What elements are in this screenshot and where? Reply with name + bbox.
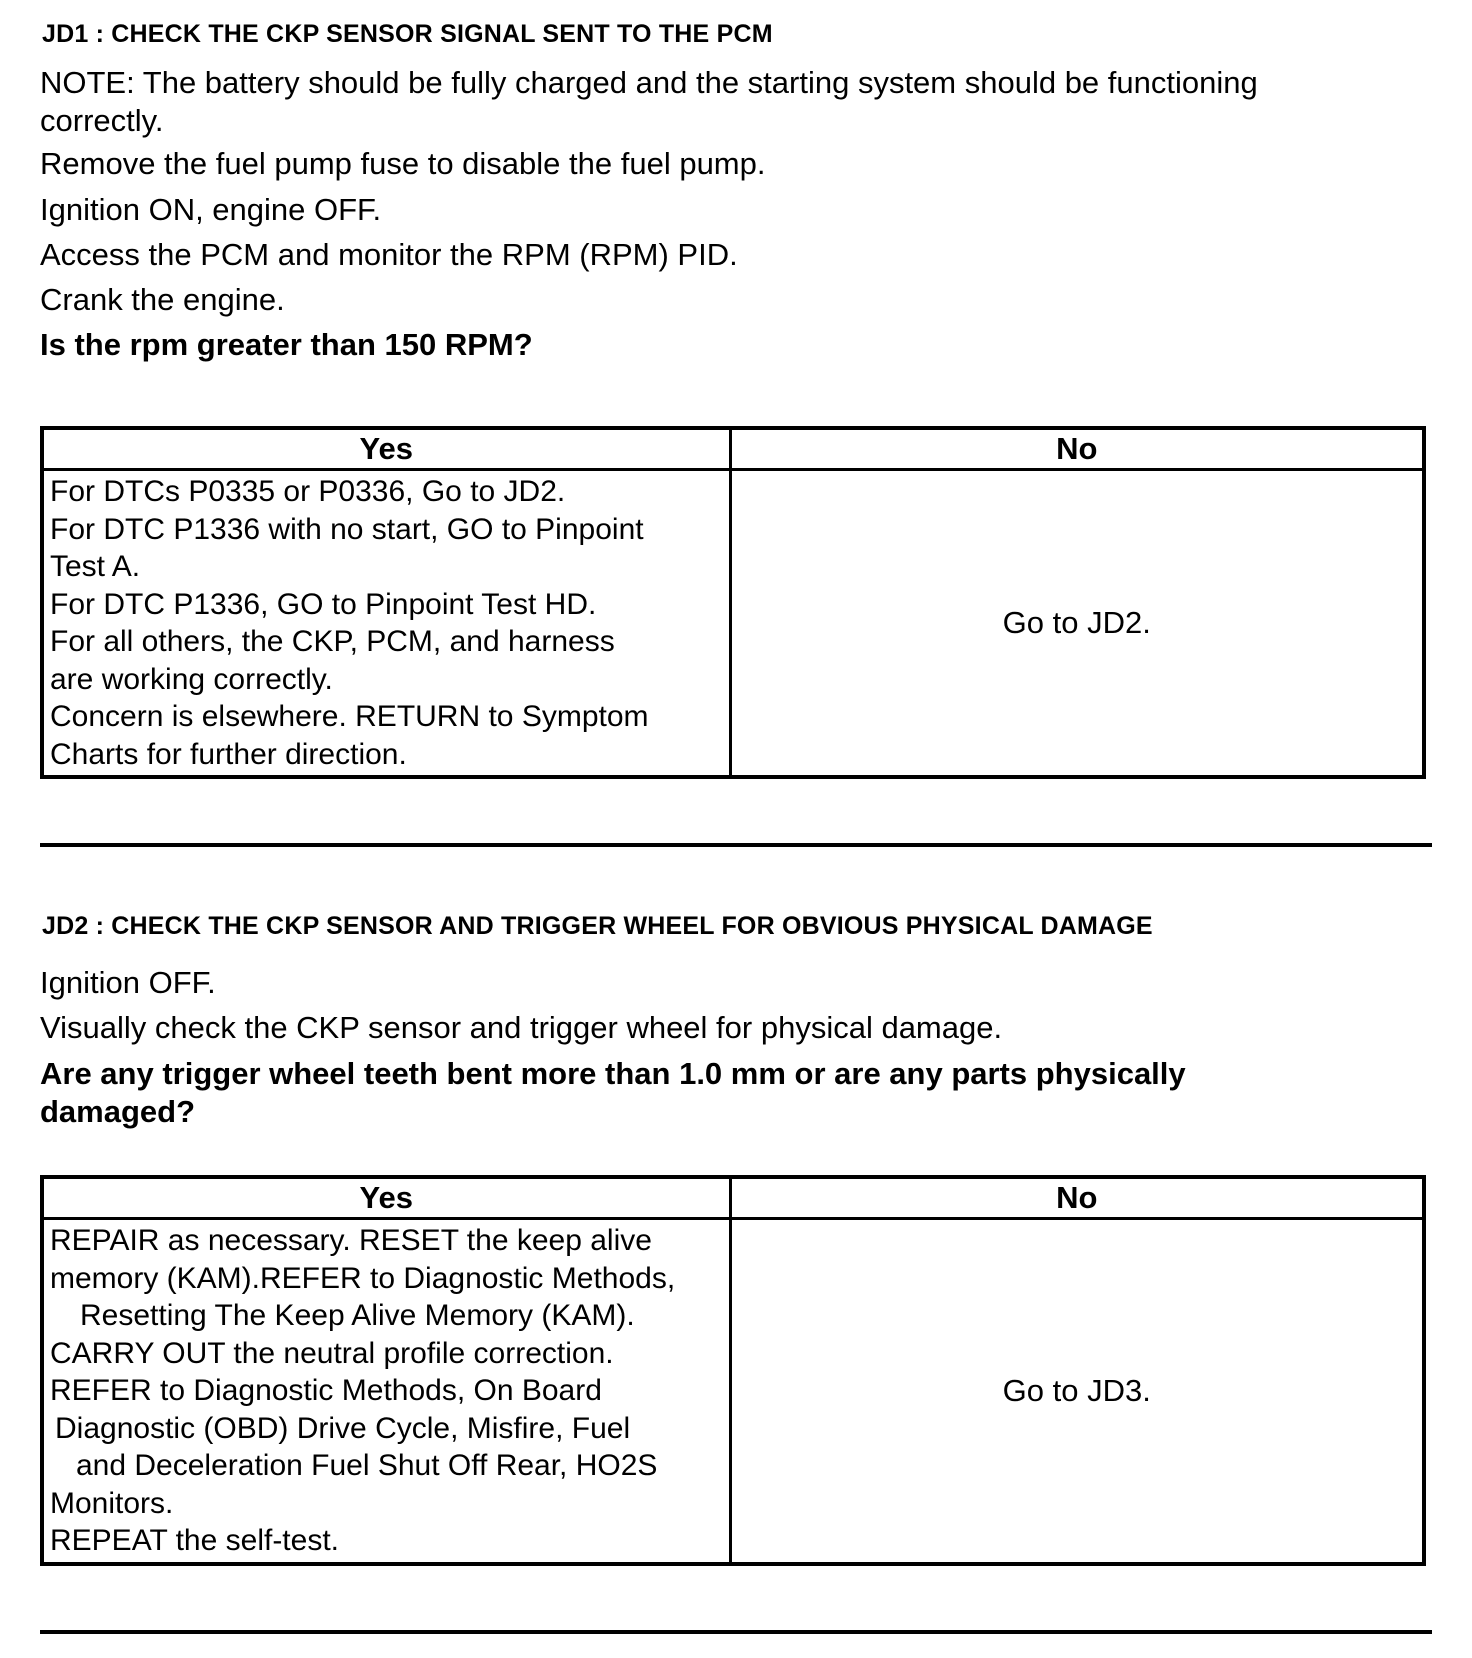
jd2-title: JD2 : CHECK THE CKP SENSOR AND TRIGGER WHEEL FOR OBVIOUS PHYSICAL DAMAGE [42,912,1153,940]
jd2-table-body-row [42,1219,1424,1564]
jd2-question: Are any trigger wheel teeth bent more than 1.0 mm or are any parts physically damaged? [40,1056,1186,1129]
jd1-table-body-row [42,470,1424,778]
jd2-no-text: Go to JD3. [1002,1372,1151,1408]
jd2-no-cell [730,1219,1424,1564]
jd1-yes-header: Yes [42,428,730,470]
jd1-note: NOTE: The battery should be fully charged and the starting system should be functioning correctly. [40,65,1258,138]
jd1-instruction-pcm: Access the PCM and monitor the RPM (RPM) PID. [40,237,738,272]
jd2-instruction-ignition: Ignition OFF. [40,965,216,1000]
jd2-yes-line: Monitors. [50,1486,174,1520]
jd2-yes-line: REFER to Diagnostic Methods, On Board [50,1374,602,1407]
jd1-yes-line: Concern is elsewhere. RETURN to Symptom [50,700,649,733]
jd2-yes-line: CARRY OUT the neutral profile correction. [50,1336,614,1370]
jd2-yes-header: Yes [42,1177,730,1219]
jd1-question: Is the rpm greater than 150 RPM? [40,327,533,362]
jd1-yes-line: For all others, the CKP, PCM, and harness [50,625,615,658]
jd1-yes-line: Test A. [50,550,141,583]
jd2-yes-line: Resetting The Keep Alive Memory (KAM). [80,1299,635,1332]
jd1-yes-line: For DTCs P0335 or P0336, Go to JD2. [50,475,566,508]
jd2-yes-line: memory (KAM).REFER to Diagnostic Methods, [50,1261,676,1295]
jd2-instruction-visual: Visually check the CKP sensor and trigger wheel for physical damage. [40,1010,1003,1045]
jd2-yes-line: Diagnostic (OBD) Drive Cycle, Misfire, Fuel [55,1411,631,1445]
jd1-yes-line: For DTC P1336, GO to Pinpoint Test HD. [50,587,597,621]
jd2-yes-line: and Deceleration Fuel Shut Off Rear, HO2S [76,1449,658,1482]
jd1-yes-line: For DTC P1336 with no start, GO to Pinpoint [50,512,644,546]
jd2-yes-cell [42,1219,730,1564]
jd2-yes-line: REPEAT the self-test. [50,1524,339,1557]
jd1-instruction-fuse: Remove the fuel pump fuse to disable the fuel pump. [40,146,766,181]
jd1-table-header-row [42,428,1424,470]
jd2-yes-line: REPAIR as necessary. RESET the keep alive [50,1224,652,1257]
jd1-no-header: No [730,428,1424,470]
jd1-instruction-crank: Crank the engine. [40,282,285,317]
jd1-instruction-ignition: Ignition ON, engine OFF. [40,192,382,227]
jd1-no-cell [730,470,1424,778]
jd2-section-divider [40,1630,1432,1634]
jd1-yes-line: Charts for further direction. [50,737,407,771]
jd2-no-header: No [730,1177,1424,1219]
jd1-yes-line: are working correctly. [50,662,333,696]
jd1-no-text: Go to JD2. [1002,605,1151,640]
jd1-result-table [40,426,1426,779]
jd1-yes-cell [42,470,730,778]
jd1-section-divider [40,843,1432,847]
jd2-result-table [40,1175,1426,1566]
jd1-title: JD1 : CHECK THE CKP SENSOR SIGNAL SENT TO THE PCM [42,20,773,48]
jd2-table-header-row [42,1177,1424,1219]
